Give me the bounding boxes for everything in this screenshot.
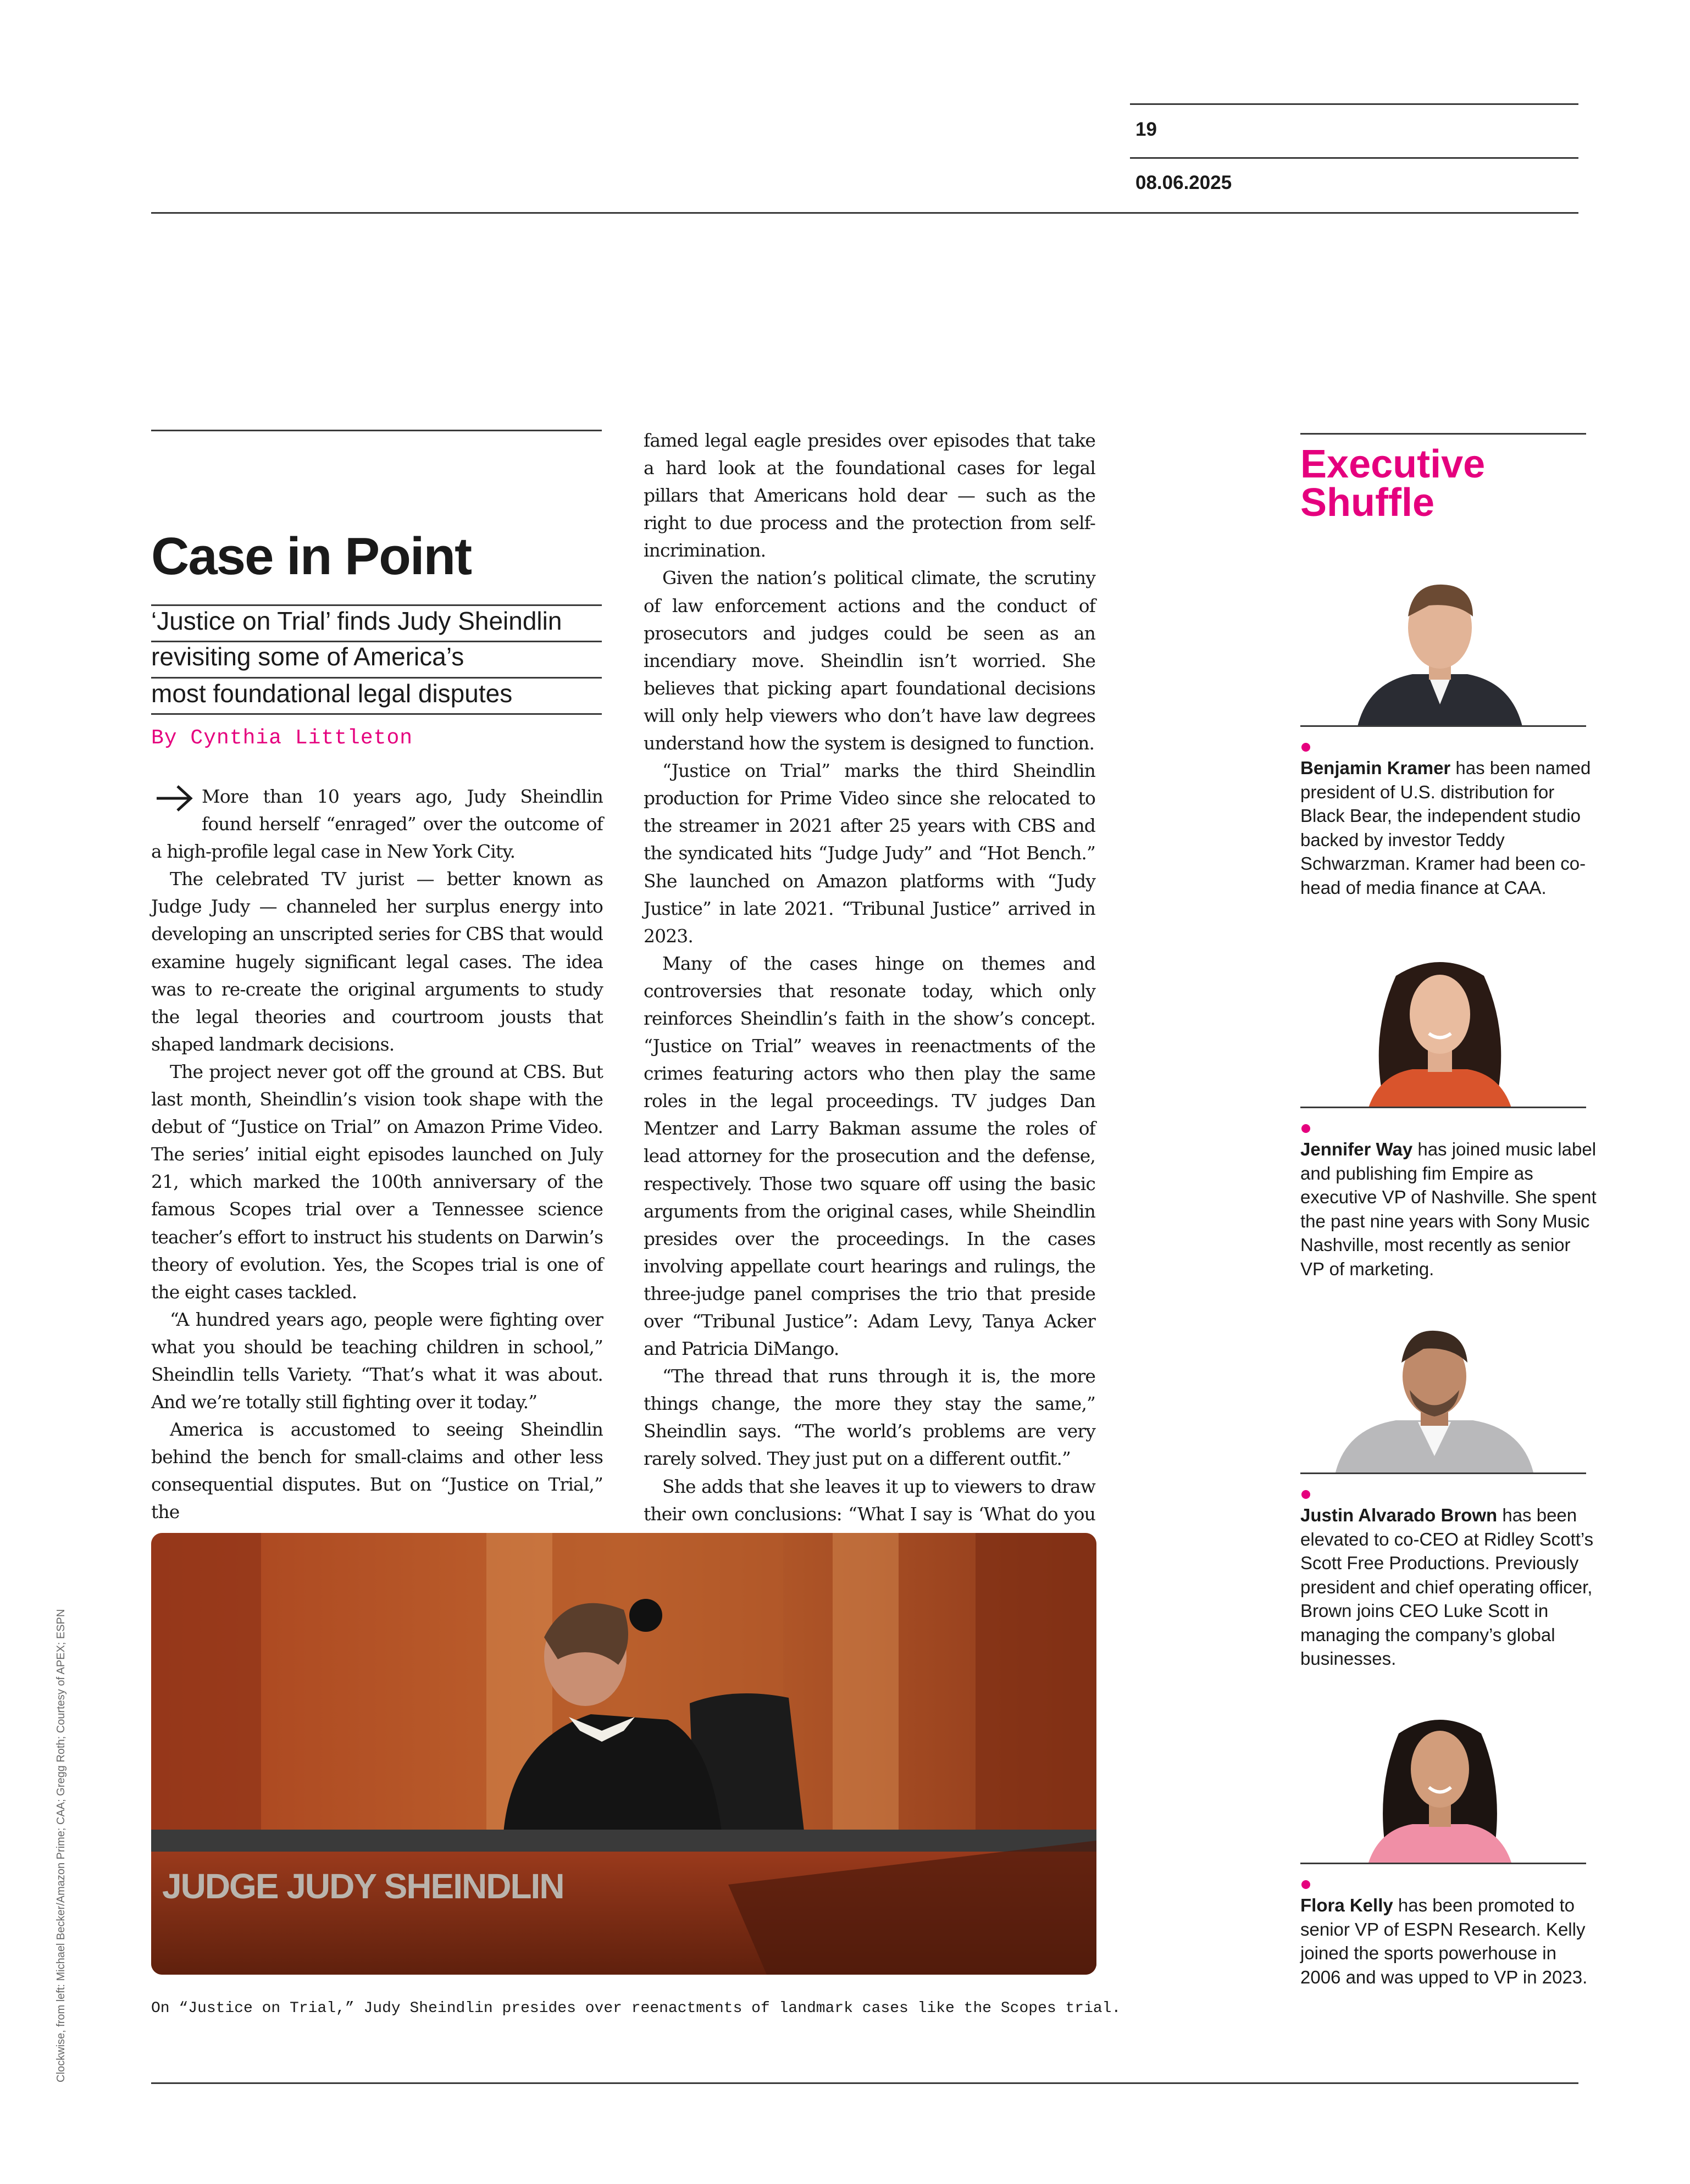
exec-name: Jennifer Way — [1300, 1139, 1413, 1159]
paragraph: “Justice on Trial” marks the third Sheindlin production for Prime Video since she relocated to the streamer in 2021 after 25 years with CBS and the syndicated hits “Judge Judy” and “Hot Bench.” She launched on Amazon platforms with “Judy Justice” in late 2021. “Tribunal Justice” arrived in 2023. — [644, 760, 1095, 947]
sidebar-title — [1300, 442, 1486, 525]
article-top-rule — [151, 430, 602, 431]
bullet-dot-icon — [1301, 1490, 1310, 1499]
exec-bio: Justin Alvarado Brown has been elevated to co-CEO at Ridley Scott’s Scott Free Productions. Previously president and chief operating officer, Brown joins CEO Luke Scott in managing the company’s global businesses. — [1300, 1505, 1594, 1669]
issue-date: 08.06.2025 — [1135, 172, 1232, 193]
deck-line-1: ‘Justice on Trial’ finds Judy Sheindlin — [151, 607, 562, 635]
page-number: 19 — [1135, 119, 1157, 140]
bullet-dot-icon — [1301, 1124, 1310, 1133]
paragraph: The celebrated TV jurist — better known as Judge Judy — channeled her surplus energy into developing an unscripted series for CBS that would examine hugely significant legal cases. The idea was to re-create the original arguments to study the legal theories and courtroom jousts that shaped landmark decisions. — [151, 868, 603, 1055]
sidebar-title-line-1: Executive — [1300, 442, 1486, 486]
courtroom-photo-illustration — [151, 1533, 1096, 1975]
bullet-dot-icon — [1301, 743, 1310, 752]
photo-credit: Clockwise, from left: Michael Becker/Amazon Prime; CAA; Gregg Roth; Courtesy of APEX; ESPN — [55, 1609, 67, 2082]
paragraph-text: More than 10 years ago, Judy Sheindlin found herself “enraged” over the outcome of a high-profile legal case in New York City. — [151, 786, 603, 863]
paragraph: The project never got off the ground at CBS. But last month, Sheindlin’s vision took shape with the debut of “Justice on Trial” on Amazon Prime Video. The series’ initial eight episodes launched on July 21, which marked the 100th anniversary of the famous Scopes trial over a Tennessee science teacher’s effort to instruct his students on Darwin’s theory of evolution. Yes, the Scopes trial is one of the eight cases tackled. — [151, 1060, 603, 1303]
exec-name: Benjamin Kramer — [1300, 758, 1451, 778]
exec-bio: Jennifer Way has joined music label and publishing fim Empire as executive VP of Nashville. She spent the past nine years with Sony Music Nashville, most recently as senior VP of marketing. — [1300, 1139, 1597, 1279]
exec-name: Justin Alvarado Brown — [1300, 1505, 1498, 1525]
footer-rule — [151, 2082, 1578, 2084]
paragraph: Many of the cases hinge on themes and controversies that resonate today, which only reinforces Sheindlin’s faith in the show’s concept. “Justice on Trial” weaves in reenactments of the crimes featuring actors who then play the same roles in the legal proceedings. TV judges Dan Mentzer and Larry Bakman assume the roles of lead attorney for the prosecution and the defense, respectively. Those two square off using the basic arguments from the original cases, while Sheindlin presides over the proceedings. In the cases involving appellate court hearings and rulings, the three-judge panel comprises the trio that preside over “Tribunal Justice”: Adam Levy, Tanya Acker and Patricia DiMango. — [644, 952, 1095, 1360]
paragraph: famed legal eagle presides over episodes that take a hard look at the foundational cases for legal pillars that Americans hold dear — such as the right to due process and the protection from self-incrimination. — [644, 430, 1095, 562]
exec-bio: Benjamin Kramer has been named president of U.S. distribution for Black Bear, the independent studio backed by investor Teddy Schwarzman. Kramer had been co-head of media finance at CAA. — [1300, 758, 1591, 898]
exec-rule — [1300, 1863, 1586, 1864]
paragraph: She adds that she leaves it up to viewers to draw their own conclusions: “What I say is ‘What do you — [644, 1475, 1095, 1525]
article-column-2 — [644, 427, 1095, 1583]
exec-rule — [1300, 1472, 1586, 1474]
article-column-1 — [151, 783, 603, 1526]
exec-bio: Flora Kelly has been promoted to senior VP of ESPN Research. Kelly joined the sports powerhouse in 2006 and was upped to VP in 2023. — [1300, 1895, 1588, 1987]
portrait-benjamin-kramer — [1347, 573, 1533, 726]
photo-caption: On “Justice on Trial,” Judy Sheindlin presides over reenactments of landmark cases like the Scopes trial. — [151, 2000, 1121, 2017]
paragraph — [151, 783, 603, 865]
deck-line-3: most foundational legal disputes — [151, 679, 513, 708]
nameplate-text: JUDGE JUDY SHEINDLIN — [162, 1866, 564, 1906]
header-rule-top — [1130, 103, 1578, 105]
exec-rule — [1300, 725, 1586, 727]
portrait-jennifer-way — [1347, 954, 1533, 1108]
deck-rule-4 — [151, 713, 602, 715]
sidebar-title-line-2: Shuffle — [1300, 481, 1434, 525]
deck-line-2: revisiting some of America’s — [151, 642, 464, 671]
paragraph: America is accustomed to seeing Sheindlin behind the bench for small-claims and other less consequential disputes. But on “Justice on Trial,” the — [151, 1419, 603, 1523]
arrow-right-icon — [151, 782, 202, 815]
bullet-dot-icon — [1301, 1880, 1310, 1889]
paragraph: “The thread that runs through it is, the more things change, the more they stay the same,” Sheindlin says. “The world’s problems are very rarely solved. They just put on a different outfit.” — [644, 1365, 1095, 1470]
header-rule-bottom — [151, 212, 1578, 214]
header-rule-middle — [1130, 157, 1578, 159]
sidebar-top-rule — [1300, 433, 1586, 435]
courtroom-photo — [151, 1533, 1096, 1975]
portrait-flora-kelly — [1347, 1709, 1533, 1863]
byline: By Cynthia Littleton — [151, 726, 413, 750]
portrait-justin-alvarado-brown — [1330, 1319, 1539, 1472]
paragraph: Given the nation’s political climate, the scrutiny of law enforcement actions and the conduct of prosecutors and judges could be seen as an incendiary move. Sheindlin isn’t worried. She believes that picking apart foundational decisions will only help viewers who don’t have law degrees understand how the system is designed to function. — [644, 567, 1095, 754]
headline: Case in Point — [151, 527, 472, 586]
exec-name: Flora Kelly — [1300, 1895, 1393, 1915]
paragraph: “A hundred years ago, people were fighting over what you should be teaching children in school,” Sheindlin tells Variety. “That’s what it was about. And we’re totally still fighting over it today.” — [151, 1308, 603, 1413]
exec-rule — [1300, 1107, 1586, 1108]
